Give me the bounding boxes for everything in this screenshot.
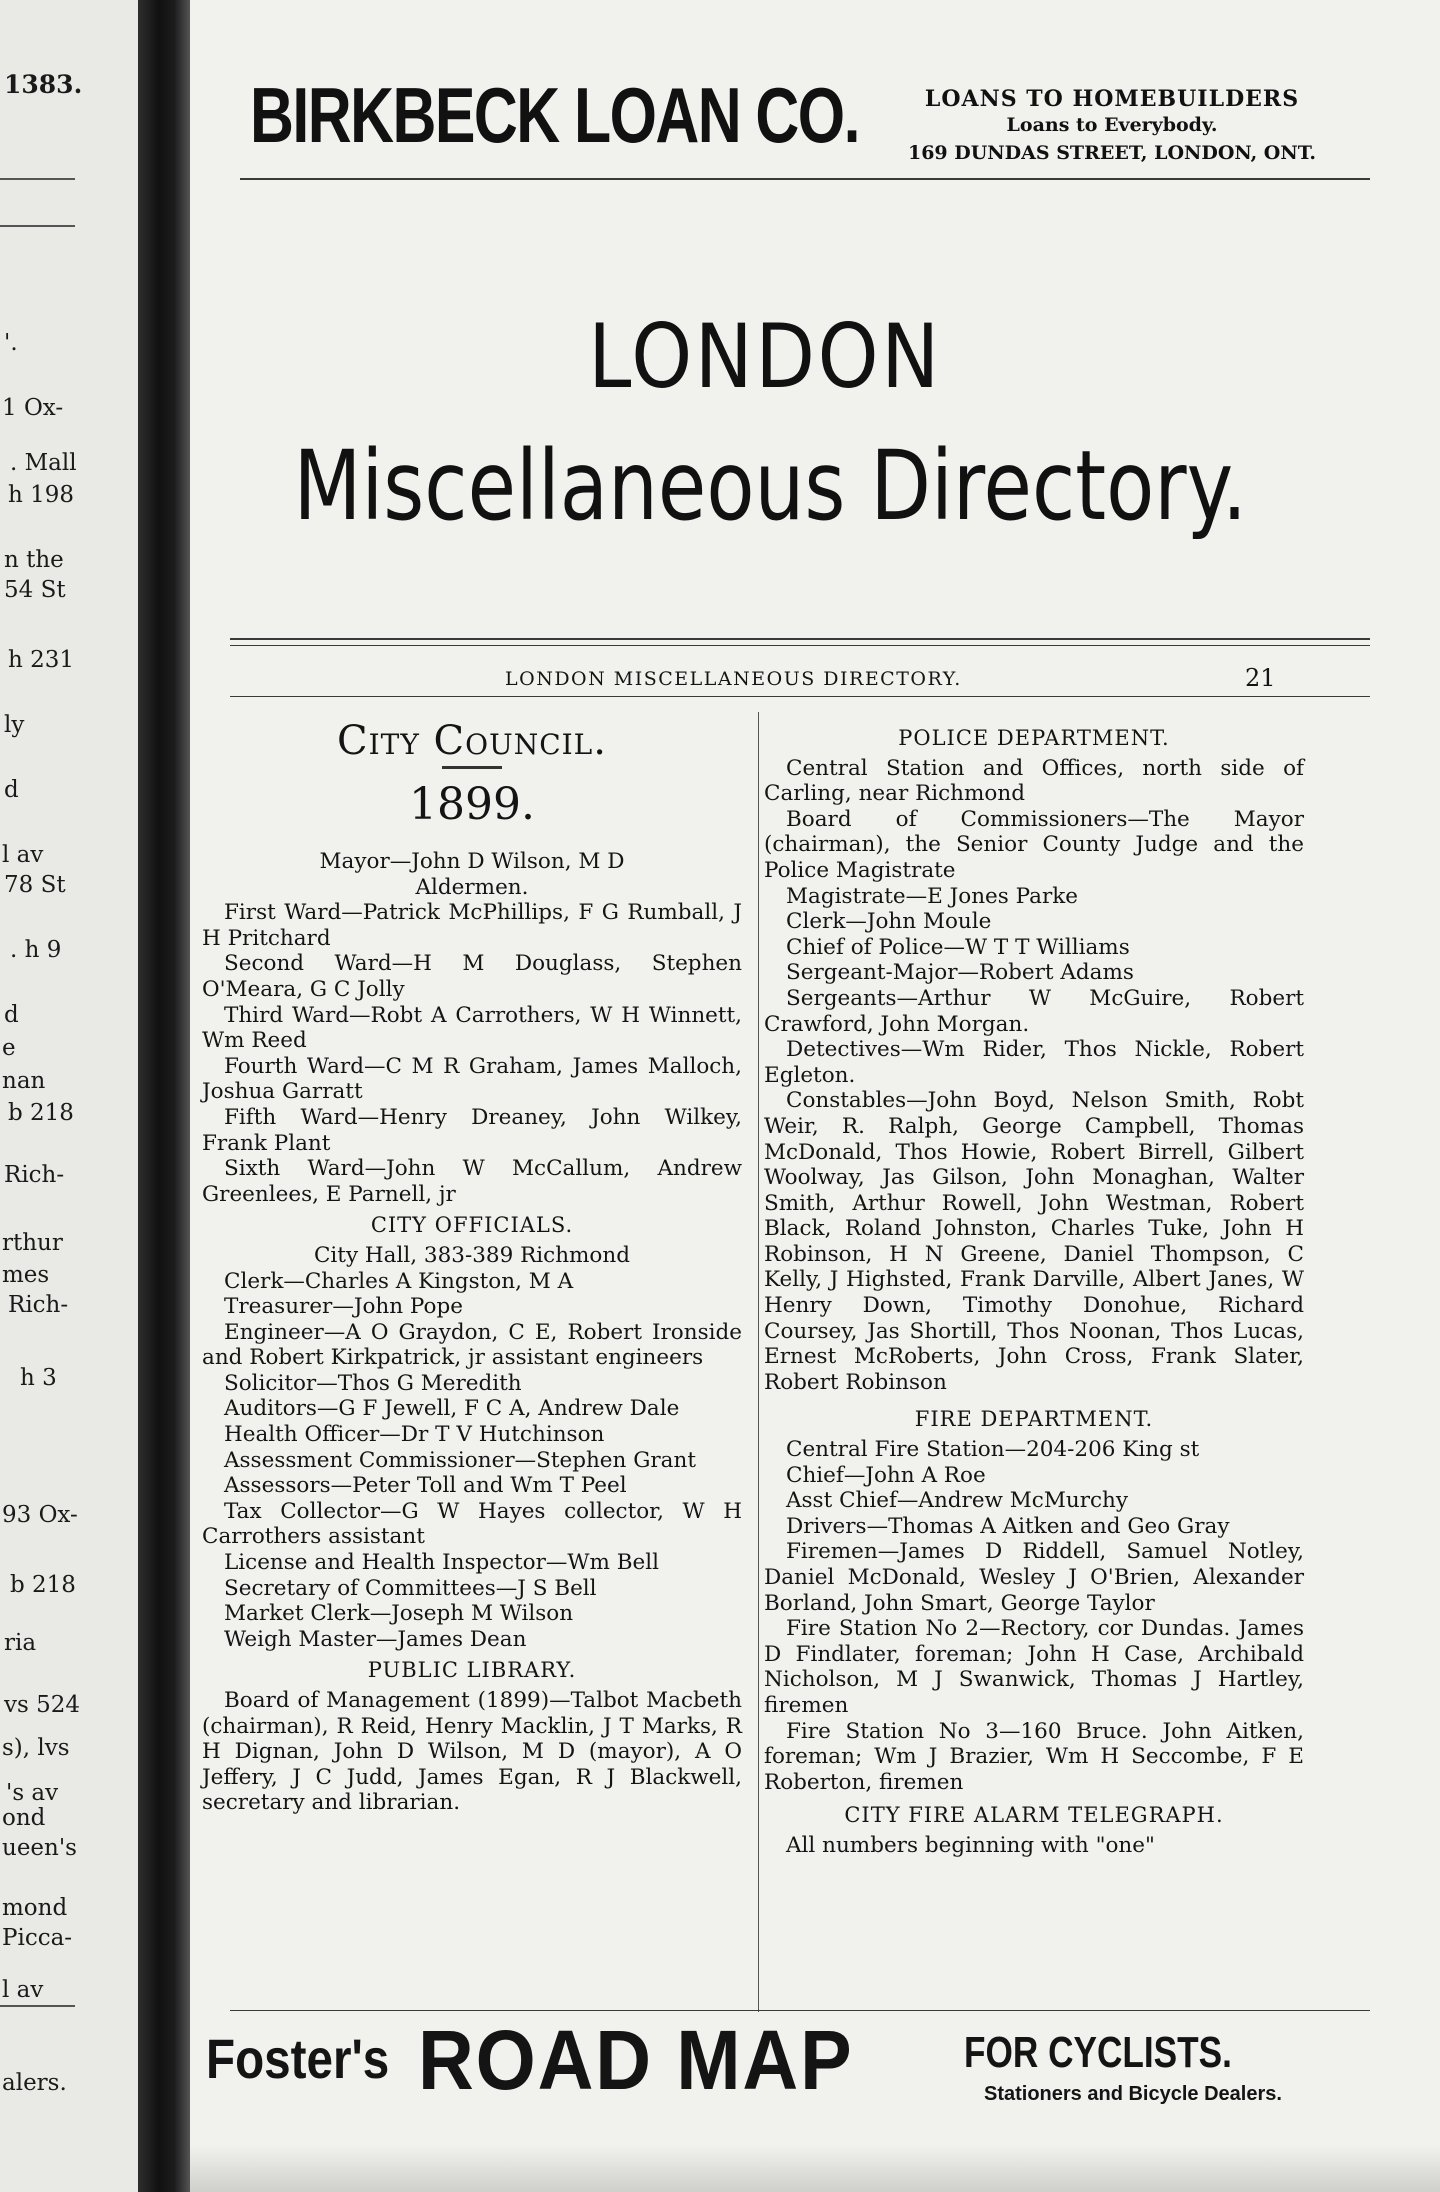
- directory-entry: Weigh Master—James Dean: [224, 1626, 527, 1652]
- directory-entry: Third Ward—Robt A Carrothers, W H Winnett, Wm Reed: [202, 1002, 742, 1054]
- directory-entry: Fourth Ward—C M R Graham, James Malloch, Joshua Garratt: [202, 1053, 742, 1105]
- directory-entry: Board of Management (1899)—Talbot Macbeth (chairman), R Reid, Henry Macklin, J T Marks, R H Dignan, John D Wilson, M D (mayor), A O Jeffery, J C Judd, James Egan, R J Blackwell, secretary and librarian.: [202, 1688, 742, 1816]
- margin-fragment: Picca-: [2, 1925, 73, 1951]
- directory-entry: Magistrate—E Jones Parke: [786, 883, 1078, 909]
- directory-entry: Chief—John A Roe: [786, 1462, 986, 1488]
- directory-entry: Clerk—Charles A Kingston, M A: [224, 1268, 574, 1294]
- margin-fragment: d: [4, 777, 19, 803]
- directory-entry: Treasurer—John Pope: [224, 1294, 463, 1320]
- margin-fragment: 93 Ox-: [2, 1502, 78, 1528]
- directory-entry: Chief of Police—W T T Williams: [786, 934, 1130, 960]
- column-divider: [758, 712, 759, 2012]
- margin-fragment: e: [2, 1035, 16, 1061]
- margin-rule: [0, 2005, 75, 2007]
- directory-entry: Fire Station No 2—Rectory, cor Dundas. James D Findlater, foreman; John H Case, Archibald Nicholson, M J Swanwick, Thomas J Hartley, firemen: [764, 1616, 1304, 1718]
- title-london: LONDON: [588, 305, 942, 408]
- city-council-year: 1899.: [409, 779, 535, 830]
- directory-entry: Secretary of Committees—J S Bell: [224, 1575, 597, 1601]
- alarm-list: [764, 1833, 1304, 1859]
- margin-fragment: n the: [4, 547, 64, 573]
- margin-fragment: b 218: [8, 1100, 74, 1126]
- margin-fragment: mes: [2, 1262, 50, 1288]
- footer-dealers: Stationers and Bicycle Dealers.: [984, 2083, 1282, 2105]
- directory-entry: Solicitor—Thos G Meredith: [224, 1370, 522, 1396]
- page-bottom-shade: [190, 2145, 1440, 2192]
- directory-entry: Central Fire Station—204-206 King st: [786, 1437, 1200, 1463]
- directory-entry: Health Officer—Dr T V Hutchinson: [224, 1422, 605, 1448]
- directory-entry: Detectives—Wm Rider, Thos Nickle, Robert Egleton.: [764, 1037, 1304, 1088]
- margin-fragment: nan: [2, 1068, 46, 1094]
- directory-entry: Second Ward—H M Douglass, Stephen O'Meara, G C Jolly: [202, 951, 742, 1002]
- margin-fragment: d: [4, 1002, 19, 1028]
- margin-fragment: 1383.: [4, 70, 83, 99]
- footer-fosters: Foster's: [206, 2027, 390, 2090]
- directory-entry: Sergeants—Arthur W McGuire, Robert Crawford, John Morgan.: [764, 985, 1304, 1037]
- directory-entry: Drivers—Thomas A Aitken and Geo Gray: [786, 1513, 1230, 1539]
- ad-divider: [240, 178, 1370, 180]
- running-head: LONDON MISCELLANEOUS DIRECTORY.: [505, 668, 962, 690]
- margin-fragment: 1 Ox-: [2, 395, 64, 421]
- directory-entry: Fire Station No 3—160 Bruce. John Aitken, foreman; Wm J Brazier, Wm H Seccombe, F E Roberton, firemen: [764, 1718, 1304, 1795]
- police-list: [764, 756, 1304, 1396]
- ad-subtagline: Loans to Everybody.: [1006, 114, 1218, 136]
- directory-entry: Firemen—James D Riddell, Samuel Notley, Daniel McDonald, Wesley J O'Brien, Alexander Borland, John Smart, George Taylor: [764, 1539, 1304, 1616]
- directory-entry: Mayor—John D Wilson, M D: [319, 849, 625, 874]
- section-title-police: POLICE DEPARTMENT.: [898, 726, 1170, 750]
- previous-page-strip: [0, 0, 138, 2192]
- margin-fragment: h 198: [8, 482, 75, 508]
- running-head-rule-top-thin: [230, 645, 1370, 646]
- directory-entry: Engineer—A O Graydon, C E, Robert Ironside and Robert Kirkpatrick, jr assistant engineers: [202, 1319, 742, 1371]
- margin-fragment: s), lvs: [2, 1735, 70, 1761]
- directory-entry: Clerk—John Moule: [786, 909, 992, 935]
- directory-entry: Assessment Commissioner—Stephen Grant: [224, 1447, 696, 1473]
- margin-fragment: l av: [2, 842, 44, 868]
- directory-entry: Constables—John Boyd, Nelson Smith, Robt Weir, R. Ralph, George Campbell, Thomas McDonald, Thos Howie, Robert Birrell, Gilbert Woolway, Jas Gilson, John Monaghan, Walter Smith, Arthur Rowell, John Westman, Robert Black, Roland Johnston, Charles Tuke, John H Robinson, H N Greene, Daniel Thompson, C Kelly, J Highsted, Frank Darville, Albert Janes, W Henry Down, Timothy Donohue, Richard Coursey, Jas Shortill, Thos Noonan, Thos Lucas, Ernest McRoberts, John Cross, Frank Slater, Robert Robinson: [764, 1088, 1304, 1395]
- margin-fragment: h 3: [20, 1365, 57, 1391]
- left-column: [202, 712, 742, 1816]
- margin-fragment: ria: [4, 1630, 37, 1656]
- running-head-rule-bottom: [230, 696, 1370, 697]
- year-rule: [442, 766, 502, 769]
- margin-fragment: b 218: [10, 1572, 76, 1598]
- directory-entry: Sixth Ward—John W McCallum, Andrew Greenlees, E Parnell, jr: [202, 1156, 742, 1207]
- directory-entry: Central Station and Offices, north side of Carling, near Richmond: [764, 755, 1304, 807]
- directory-entry: Market Clerk—Joseph M Wilson: [224, 1601, 574, 1627]
- council-list: [202, 849, 742, 1207]
- margin-fragment: . h 9: [10, 937, 62, 963]
- margin-fragment: mond: [2, 1895, 68, 1921]
- margin-fragment: rthur: [2, 1230, 63, 1256]
- book-gutter: [138, 0, 190, 2192]
- directory-entry: Fifth Ward—Henry Dreaney, John Wilkey, Frank Plant: [202, 1104, 742, 1156]
- directory-entry: Sergeant-Major—Robert Adams: [786, 960, 1134, 986]
- directory-page: [190, 0, 1440, 2192]
- margin-fragment: l av: [2, 1977, 44, 2003]
- section-title-fire: FIRE DEPARTMENT.: [914, 1407, 1154, 1432]
- margin-fragment: 54 St: [4, 577, 66, 603]
- margin-fragment: Rich-: [4, 1162, 65, 1188]
- footer-advertisement: [206, 2010, 1356, 2140]
- ad-details: [872, 86, 1352, 164]
- library-list: [202, 1688, 742, 1816]
- directory-entry: Assessors—Peter Toll and Wm T Peel: [224, 1473, 627, 1499]
- footer-for-cyclists: FOR CYCLISTS.: [964, 2028, 1232, 2077]
- margin-fragment: . Mall: [10, 450, 77, 476]
- directory-entry: All numbers beginning with "one": [786, 1832, 1155, 1858]
- directory-entry: First Ward—Patrick McPhillips, F G Rumball, J H Pritchard: [202, 900, 742, 951]
- footer-road-map: ROAD MAP: [418, 2013, 854, 2107]
- directory-entry: Board of Commissioners—The Mayor (chairman), the Senior County Judge and the Police Magistrate: [764, 806, 1304, 883]
- margin-fragment: '.: [4, 330, 18, 356]
- directory-entry: Auditors—G F Jewell, F C A, Andrew Dale: [224, 1396, 680, 1422]
- margin-fragment: alers.: [2, 2070, 67, 2096]
- ad-address: 169 DUNDAS STREET, LONDON, ONT.: [907, 142, 1317, 164]
- margin-rule: [0, 225, 75, 227]
- city-council-title: City Council.: [337, 718, 607, 764]
- section-title-public-library: PUBLIC LIBRARY.: [367, 1658, 577, 1683]
- officials-list: [202, 1243, 742, 1653]
- ad-company-name: BIRKBECK LOAN CO.: [250, 71, 859, 159]
- section-title-fire-alarm: CITY FIRE ALARM TELEGRAPH.: [844, 1803, 1224, 1828]
- section-title-city-officials: CITY OFFICIALS.: [370, 1213, 574, 1238]
- directory-entry: City Hall, 383-389 Richmond: [313, 1242, 630, 1268]
- margin-fragment: ly: [4, 712, 25, 738]
- margin-fragment: ond: [2, 1805, 46, 1831]
- margin-fragment: Rich-: [8, 1292, 69, 1318]
- margin-fragment: 's av: [6, 1780, 59, 1806]
- margin-fragment: h 231: [8, 647, 75, 673]
- margin-fragment: vs 524: [4, 1692, 81, 1718]
- directory-entry: Tax Collector—G W Hayes collector, W H Carrothers assistant: [202, 1498, 742, 1550]
- directory-entry: License and Health Inspector—Wm Bell: [224, 1550, 659, 1576]
- margin-rule: [0, 178, 75, 180]
- running-head-rule-top: [230, 638, 1370, 640]
- directory-entry: Asst Chief—Andrew McMurchy: [786, 1488, 1129, 1514]
- page-number: 21: [1245, 664, 1276, 692]
- fire-list: [764, 1437, 1304, 1795]
- directory-entry: Aldermen.: [415, 874, 529, 900]
- ad-tagline: LOANS TO HOMEBUILDERS: [924, 86, 1300, 112]
- right-column: [764, 726, 1304, 1859]
- margin-fragment: 78 St: [4, 872, 66, 898]
- margin-fragment: ueen's: [2, 1835, 77, 1861]
- title-miscellaneous-directory: Miscellaneous Directory.: [293, 430, 1248, 542]
